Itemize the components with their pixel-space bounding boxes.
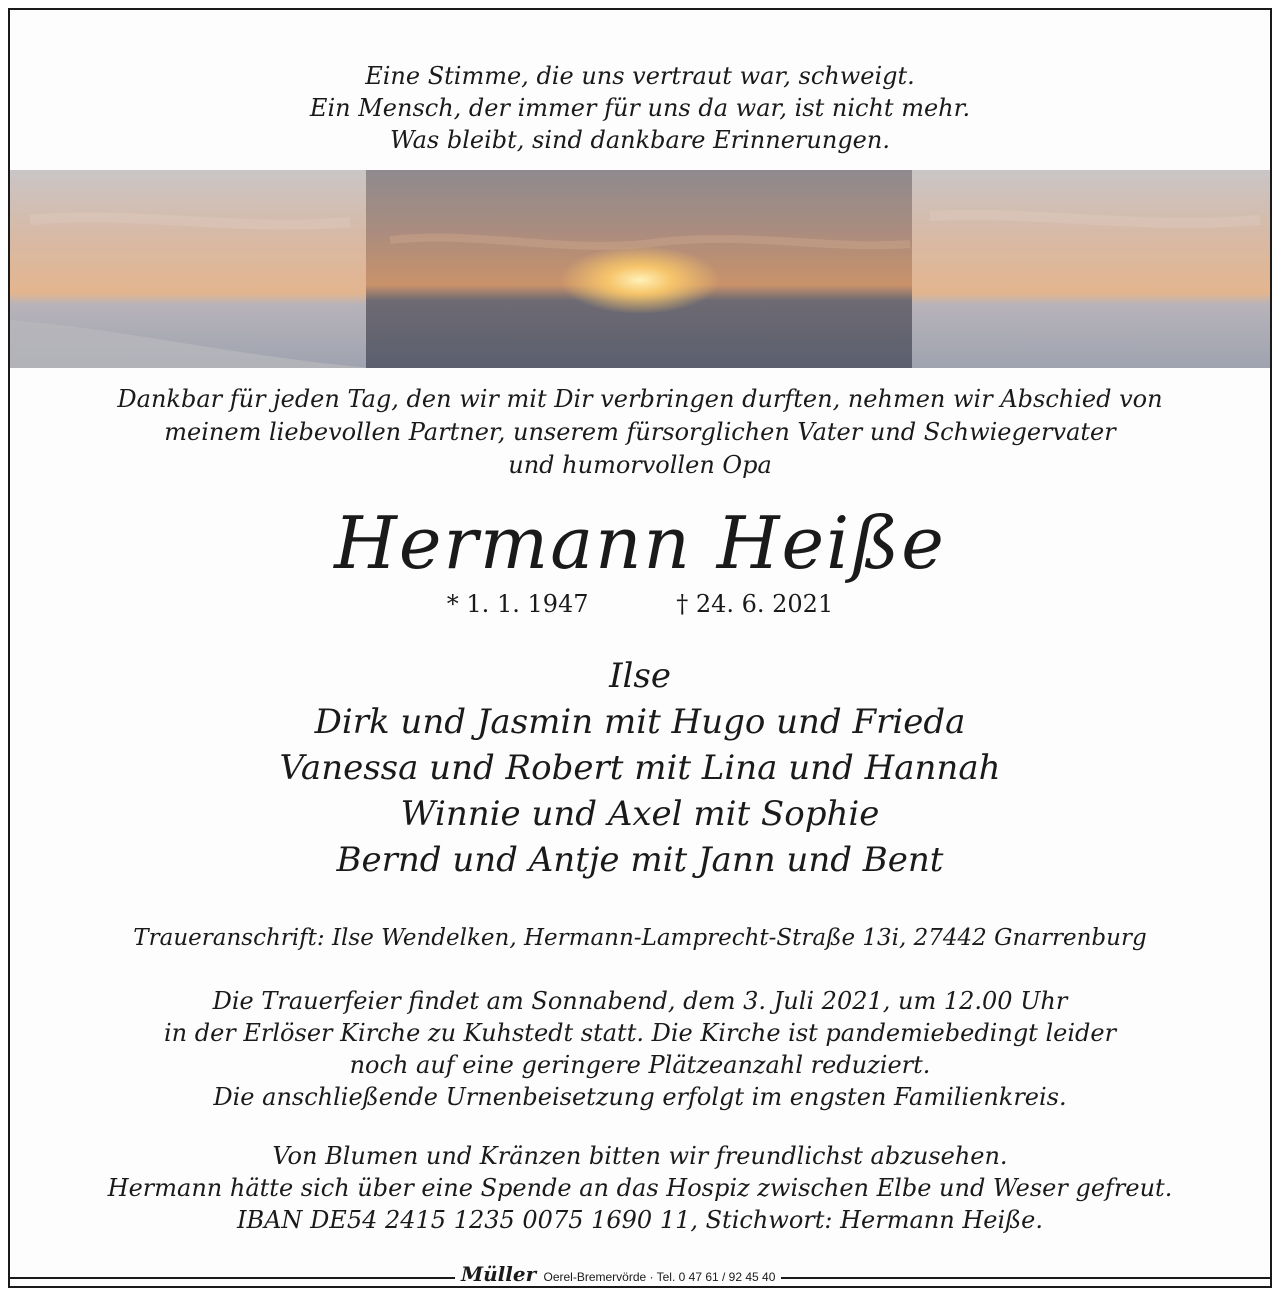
farewell-line: Dankbar für jeden Tag, den wir mit Dir verbringen durften, nehmen wir Abschied von bbox=[117, 385, 1163, 413]
donation-line: IBAN DE54 2415 1235 0075 1690 11, Stichwort: Hermann Heiße. bbox=[236, 1206, 1043, 1234]
life-dates bbox=[10, 588, 1270, 620]
mourners-list bbox=[10, 653, 1270, 883]
intro-line: Was bleibt, sind dankbare Erinnerungen. bbox=[390, 126, 890, 154]
intro-line: Eine Stimme, die uns vertraut war, schweigt. bbox=[365, 62, 915, 90]
sunset-banner-image bbox=[10, 170, 1270, 368]
footer bbox=[10, 1258, 1270, 1286]
deceased-name: Hermann Heiße bbox=[334, 501, 946, 585]
funeral-home-credit bbox=[455, 1262, 781, 1286]
funeral-home-logo: Müller bbox=[461, 1262, 537, 1286]
mourning-address: Traueranschrift: Ilse Wendelken, Hermann-Lamprecht-Straße 13i, 27442 Gnarrenburg bbox=[133, 925, 1147, 951]
funeral-service-info bbox=[10, 985, 1270, 1113]
mourner-line: Ilse bbox=[609, 656, 671, 696]
farewell-line: und humorvollen Opa bbox=[508, 451, 772, 479]
donation-line: Hermann hätte sich über eine Spende an das Hospiz zwischen Elbe und Weser gefreut. bbox=[107, 1174, 1173, 1202]
service-line: in der Erlöser Kirche zu Kuhstedt statt. Die Kirche ist pandemiebedingt leider bbox=[163, 1019, 1117, 1047]
mourner-line: Bernd und Antje mit Jann und Bent bbox=[336, 840, 944, 880]
intro-line: Ein Mensch, der immer für uns da war, ist nicht mehr. bbox=[309, 94, 971, 122]
donation-line: Von Blumen und Kränzen bitten wir freundlichst abzusehen. bbox=[272, 1142, 1008, 1170]
mourner-line: Dirk und Jasmin mit Hugo und Frieda bbox=[314, 702, 966, 742]
death-date: † 24. 6. 2021 bbox=[676, 590, 834, 618]
donation-info bbox=[10, 1140, 1270, 1236]
mourner-line: Vanessa und Robert mit Lina und Hannah bbox=[279, 748, 1001, 788]
birth-date: * 1. 1. 1947 bbox=[446, 590, 589, 618]
service-line: Die anschließende Urnenbeisetzung erfolgt im engsten Familienkreis. bbox=[213, 1083, 1067, 1111]
farewell-text bbox=[40, 383, 1240, 482]
funeral-home-contact: Oerel-Bremervörde · Tel. 0 47 61 / 92 45 40 bbox=[543, 1270, 776, 1284]
farewell-line: meinem liebevollen Partner, unserem fürsorglichen Vater und Schwiegervater bbox=[164, 418, 1116, 446]
intro-verse bbox=[10, 60, 1270, 156]
obituary-notice bbox=[8, 8, 1272, 1288]
service-line: Die Trauerfeier findet am Sonnabend, dem 3. Juli 2021, um 12.00 Uhr bbox=[212, 987, 1068, 1015]
mourner-line: Winnie und Axel mit Sophie bbox=[400, 794, 880, 834]
service-line: noch auf eine geringere Plätzeanzahl reduziert. bbox=[349, 1051, 931, 1079]
